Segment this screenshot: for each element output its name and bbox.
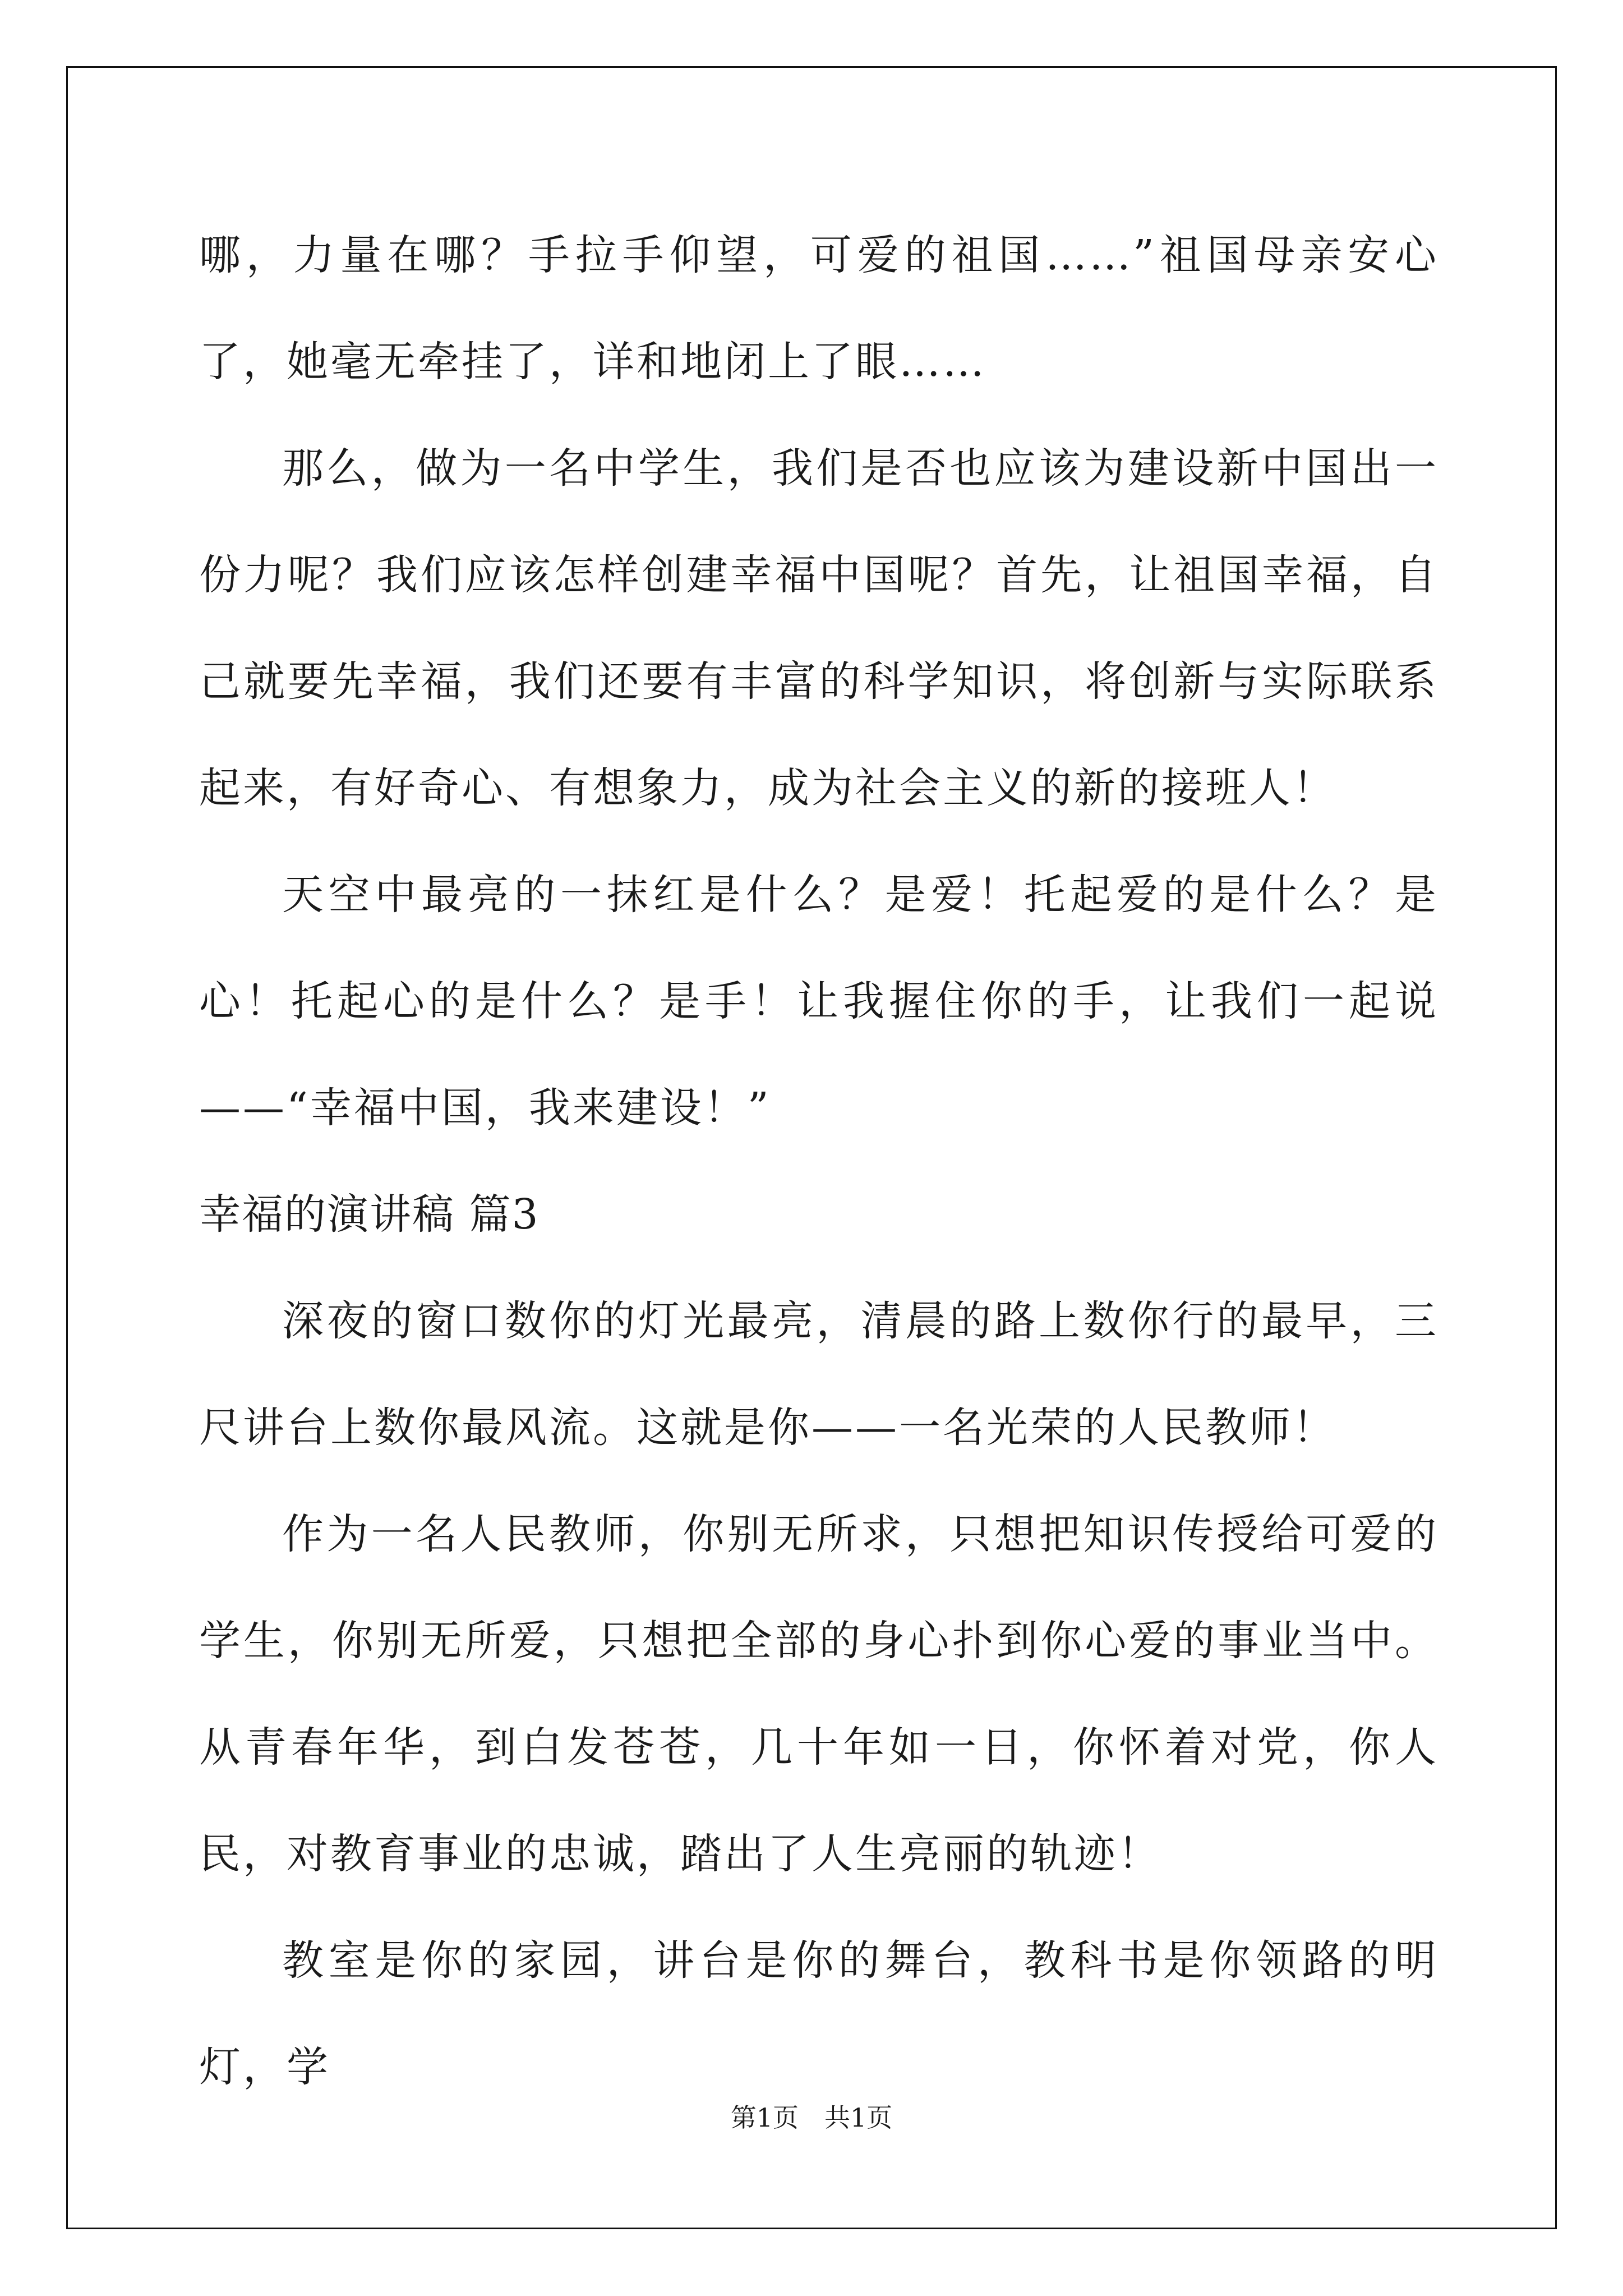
paragraph-5: 作为一名人民教师，你别无所求，只想把知识传授给可爱的学生，你别无所爱，只想把全部的身心扑到你心爱的事业当中。从青春年华，到白发苍苍，几十年如一日，你怀着对党，你人民，对教育事业的忠诚，踏出了人生亮丽的轨迹！ xyxy=(199,1510,1438,1878)
paragraph-1: 哪，力量在哪？手拉手仰望，可爱的祖国……”祖国母亲安心了，她毫无牵挂了，详和地闭上了眼…… xyxy=(199,231,1438,386)
paragraph-6: 教室是你的家园，讲台是你的舞台，教科书是你领路的明灯，学 xyxy=(199,1936,1438,2091)
paragraph-3: 天空中最亮的一抹红是什么？是爱！托起爱的是什么？是心！托起心的是什么？是手！让我握住你的手，让我们一起说——“幸福中国，我来建设！” xyxy=(199,871,1438,1132)
paragraph-2: 那么，做为一名中学生，我们是否也应该为建设新中国出一份力呢？我们应该怎样创建幸福中国呢？首先，让祖国幸福，自己就要先幸福，我们还要有丰富的科学知识，将创新与实际联系起来，有好奇心、有想象力，成为社会主义的新的接班人！ xyxy=(199,444,1438,812)
paragraph-4: 深夜的窗口数你的灯光最亮，清晨的路上数你行的最早，三尺讲台上数你最风流。这就是你——一名光荣的人民教师！ xyxy=(199,1297,1438,1452)
page-number-footer: 第1页 共1页 xyxy=(730,2102,893,2133)
document-body xyxy=(199,202,1438,2120)
section-heading: 幸福的演讲稿 篇3 xyxy=(199,1190,540,1239)
